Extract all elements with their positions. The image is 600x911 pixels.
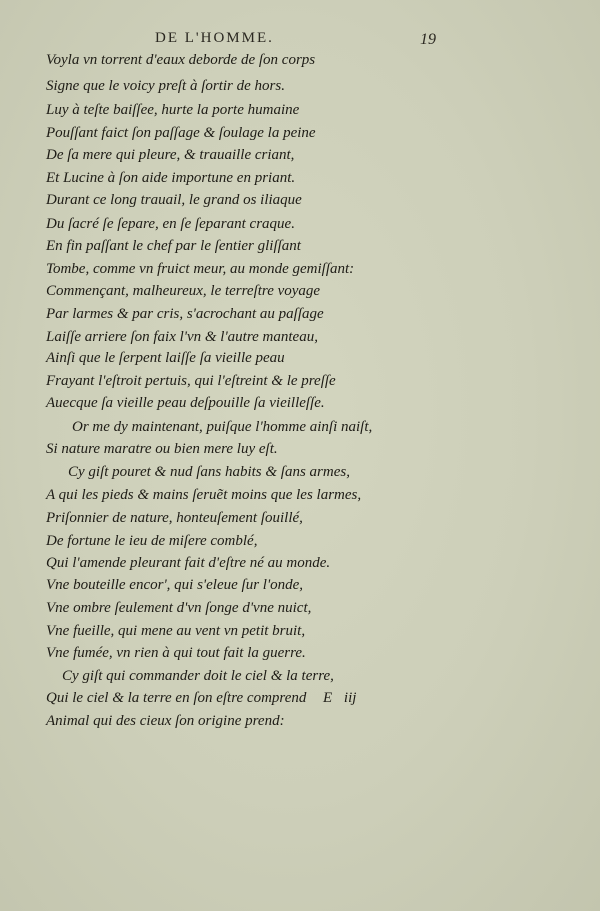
verse-line: Or me dy maintenant, puiſque l'homme ainſi naiſt,	[72, 419, 373, 435]
verse-line: Commençant, malheureux, le terreſtre voyage	[46, 283, 321, 299]
verse-line: Priſonnier de nature, honteuſement ſouillé,	[46, 510, 303, 526]
verse-line: De ſa mere qui pleure, & trauaille criant,	[46, 147, 295, 163]
verse-line: Ainſi que le ſerpent laiſſe ſa vieille peau	[46, 350, 285, 366]
verse-line: Animal qui des cieux ſon origine prend:	[46, 713, 285, 729]
verse-line: Qui le ciel & la terre en ſon eſtre comprend	[46, 690, 307, 706]
verse-line: En fin paſſant le chef par le ſentier gliſſant	[46, 238, 301, 254]
verse-line: Signe que le voicy preſt à ſortir de hors.	[46, 78, 285, 94]
verse-line: Cy giſt pouret & nud ſans habits & ſans armes,	[68, 464, 350, 480]
verse-line: Frayant l'eſtroit pertuis, qui l'eſtreint & le preſſe	[46, 373, 336, 389]
verse-line: Vne bouteille encor', qui s'eleue ſur l'onde,	[46, 577, 304, 593]
verse-line: Vne ombre ſeulement d'vn ſonge d'vne nuict,	[46, 600, 312, 616]
running-head: DE L'HOMME.	[155, 30, 274, 46]
verse-line: Auecque ſa vieille peau deſpouille ſa vieilleſſe.	[46, 395, 325, 411]
verse-line: A qui les pieds & mains ſeruẽt moins que les larmes,	[46, 487, 362, 503]
page-number: 19	[420, 31, 436, 48]
verse-line: Durant ce long trauail, le grand os iliaque	[46, 192, 302, 208]
verse-line: Luy à teſte baiſſee, hurte la porte humaine	[46, 102, 300, 118]
verse-line: Vne fumée, vn rien à qui tout fait la guerre.	[46, 645, 306, 661]
signature-mark: E iij	[323, 690, 357, 706]
verse-line: Si nature maratre ou bien mere luy eſt.	[46, 441, 278, 457]
verse-line: Cy giſt qui commander doit le ciel & la terre,	[62, 668, 334, 684]
verse-line: Tombe, comme vn fruict meur, au monde gemiſſant:	[46, 261, 355, 277]
verse-line: Qui l'amende pleurant fait d'eſtre né au monde.	[46, 555, 331, 571]
verse-line: Vne fueille, qui mene au vent vn petit bruit,	[46, 623, 306, 639]
verse-line: De fortune le ieu de miſere comblé,	[46, 533, 258, 549]
verse-line: Pouſſant faict ſon paſſage & ſoulage la peine	[46, 125, 316, 141]
verse-line: Laiſſe arriere ſon faix l'vn & l'autre manteau,	[46, 329, 318, 345]
verse-line: Par larmes & par cris, s'acrochant au paſſage	[46, 306, 324, 322]
verse-line: Voyla vn torrent d'eaux deborde de ſon corps	[46, 52, 316, 68]
verse-line: Du ſacré ſe ſepare, en ſe ſeparant craque.	[46, 216, 295, 232]
verse-line: Et Lucine à ſon aide importune en priant.	[46, 170, 296, 186]
